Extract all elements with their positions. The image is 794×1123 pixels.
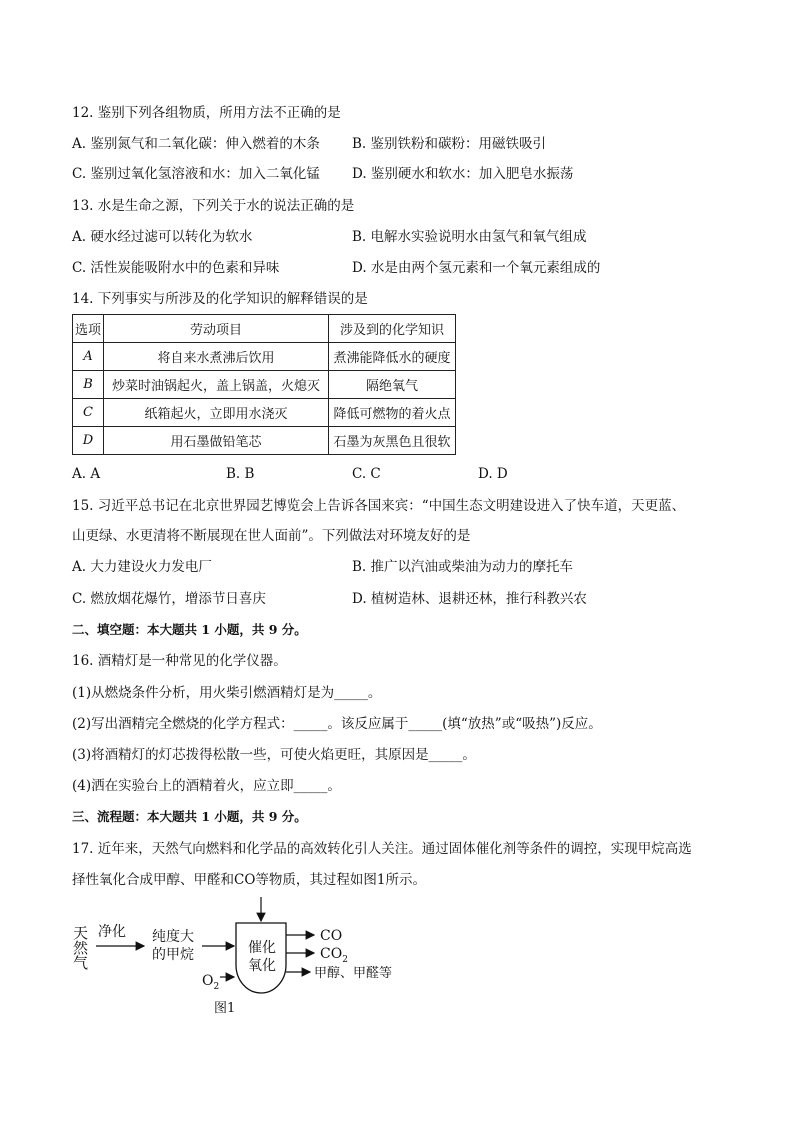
row-option: A: [73, 343, 104, 371]
figure-1-flow-diagram: [70, 895, 430, 1025]
q14-option-a: A. A: [72, 466, 101, 482]
row-option: C: [73, 399, 104, 427]
q14-table: [72, 314, 456, 455]
figure-source-char-1: 天: [73, 924, 89, 942]
figure-source-char-2: 然: [73, 939, 89, 957]
q14-option-d: D. D: [478, 466, 508, 482]
row-knowledge: 隔绝氧气: [329, 371, 456, 399]
q15-option-b: B. 推广以汽油或柴油为动力的摩托车: [352, 559, 574, 575]
figure-output-co2: $CO_2$: [320, 946, 348, 965]
q15-option-d: D. 植树造林、退耕还林，推行科教兴农: [352, 591, 587, 607]
figure-source-char-3: 气: [73, 954, 89, 972]
figure-caption: 图1: [214, 1001, 236, 1016]
q12-option-d: D. 鉴别硬水和软水：加入肥皂水振荡: [352, 166, 574, 182]
q16-part3: (3)将酒精灯的灯芯拨得松散一些，可使火焰更旺，其原因是_____。: [72, 747, 476, 763]
q13-option-b: B. 电解水实验说明水由氢气和氧气组成: [352, 229, 587, 245]
q15-option-a: A. 大力建设火力发电厂: [72, 559, 212, 575]
q13-stem: 13. 水是生命之源，下列关于水的说法正确的是: [72, 198, 355, 214]
row-task: 将自来水煮沸后饮用: [104, 343, 329, 371]
q12-option-b: B. 鉴别铁粉和碳粉：用磁铁吸引: [352, 136, 547, 152]
figure-output-co: CO: [320, 928, 343, 944]
q16-part2: (2)写出酒精完全燃烧的化学方程式：_____。该反应属于_____(填“放热”或“吸热”)反应。: [72, 716, 602, 732]
row-task: 用石墨做铅笔芯: [104, 427, 329, 455]
q16-part1: (1)从燃烧条件分析，用火柴引燃酒精灯是为_____。: [72, 685, 382, 701]
q16-part4: (4)洒在实验台上的酒精着火，应立即_____。: [72, 778, 341, 794]
table-row: [73, 371, 456, 399]
header-knowledge: 涉及到的化学知识: [329, 315, 456, 343]
row-task: 纸箱起火，立即用水浇灭: [104, 399, 329, 427]
row-knowledge: 煮沸能降低水的硬度: [329, 343, 456, 371]
row-knowledge: 石墨为灰黑色且很软: [329, 427, 456, 455]
figure-intermediate-line1: 纯度大: [152, 929, 194, 945]
q13-option-c: C. 活性炭能吸附水中的色素和异味: [72, 260, 280, 276]
figure-reactor-line1: 催化: [248, 940, 276, 956]
section-title-flow: 三、流程题：本大题共 1 小题，共 9 分。: [72, 809, 307, 824]
table-header-row: [73, 315, 456, 343]
table-row: [73, 427, 456, 455]
q14-option-c: C. C: [352, 466, 381, 482]
table-row: [73, 399, 456, 427]
section-title-fill-in: 二、填空题：本大题共 1 小题，共 9 分。: [72, 622, 307, 637]
row-option: D: [73, 427, 104, 455]
figure-reactor-line2: 氧化: [248, 958, 276, 974]
q16-stem: 16. 酒精灯是一种常见的化学仪器。: [72, 653, 287, 669]
figure-o2: $O_2$: [202, 973, 220, 992]
figure-output-methanol: 甲醇、甲醛等: [314, 966, 393, 981]
header-task: 劳动项目: [104, 315, 329, 343]
header-option: 选项: [73, 315, 104, 343]
q12-stem: 12. 鉴别下列各组物质，所用方法不正确的是: [72, 105, 341, 121]
q15-stem-line2: 山更绿、水更清将不断展现在世人面前”。下列做法对环境友好的是: [72, 528, 471, 544]
q13-option-a: A. 硬水经过滤可以转化为软水: [72, 229, 253, 245]
row-knowledge: 降低可燃物的着火点: [329, 399, 456, 427]
figure-intermediate-line2: 的甲烷: [152, 947, 194, 963]
q17-stem-line1: 17. 近年来，天然气向燃料和化学品的高效转化引人关注。通过固体催化剂等条件的调控，实现甲烷高选: [72, 841, 692, 857]
q12-option-c: C. 鉴别过氧化氢溶液和水：加入二氧化锰: [72, 166, 320, 182]
q12-option-a: A. 鉴别氮气和二氧化碳：伸入燃着的木条: [72, 136, 320, 152]
q15-option-c: C. 燃放烟花爆竹，增添节日喜庆: [72, 591, 266, 607]
q14-stem: 14. 下列事实与所涉及的化学知识的解释错误的是: [72, 291, 368, 307]
row-task: 炒菜时油锅起火，盖上锅盖，火熄灭: [104, 371, 329, 399]
q17-stem-line2: 择性氧化合成甲醇、甲醛和CO等物质，其过程如图1所示。: [72, 872, 426, 888]
row-option: B: [73, 371, 104, 399]
q13-option-d: D. 水是由两个氢元素和一个氧元素组成的: [352, 260, 601, 276]
q14-option-b: B. B: [226, 466, 255, 482]
figure-step-purify: 净化: [98, 924, 126, 940]
table-row: [73, 343, 456, 371]
q15-stem-line1: 15. 习近平总书记在北京世界园艺博览会上告诉各国来宾：“中国生态文明建设进入了快车道，天更蓝、: [72, 498, 686, 514]
